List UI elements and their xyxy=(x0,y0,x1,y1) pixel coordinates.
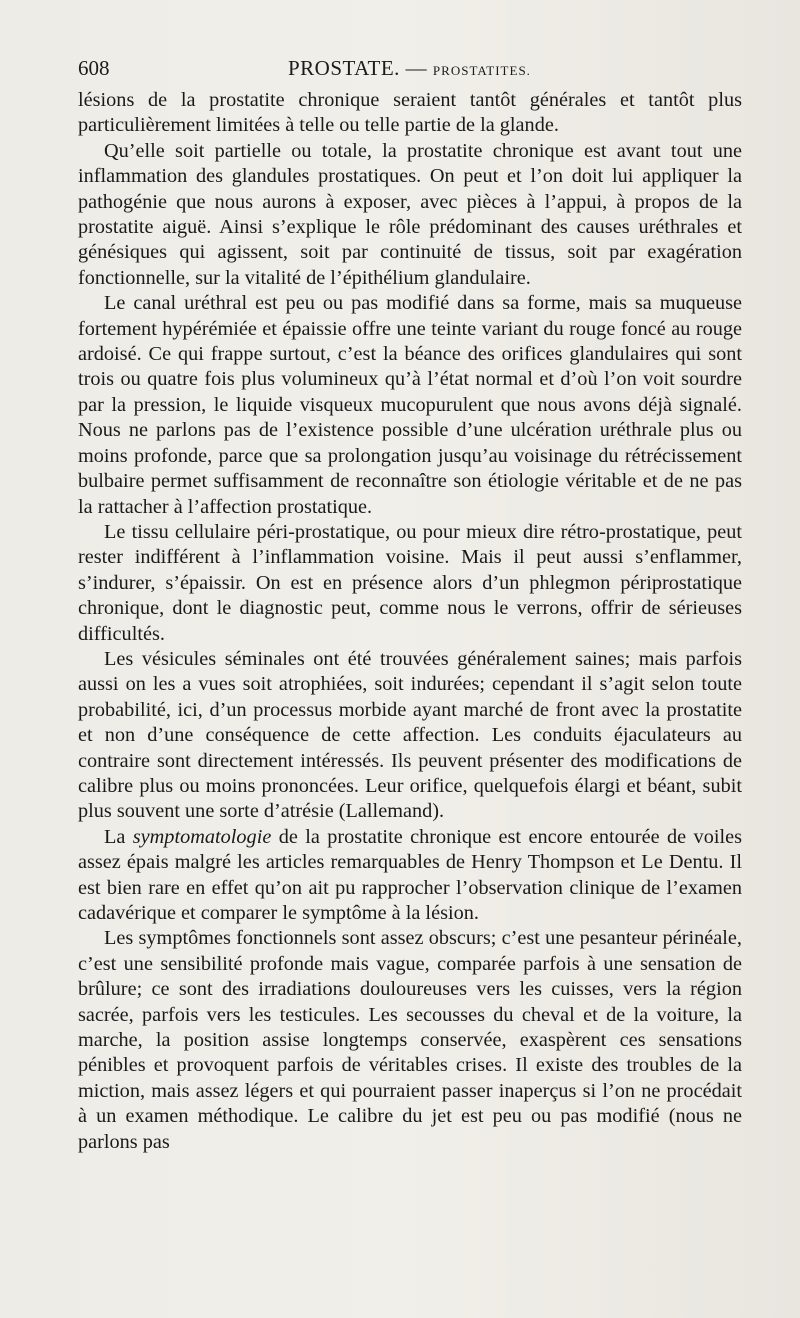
page-number: 608 xyxy=(78,56,110,80)
running-head-title: PROSTATE. xyxy=(288,56,400,80)
paragraph-6-rest: de la prostatite chronique est encore entourée de voiles assez épais malgré les articles remarquables de Henry Thompson et Le Dentu. Il est bien rare en effet qu’on ait pu rapprocher l’observation clinique de l’examen cadavérique et comparer le symptôme à la lésion. xyxy=(78,825,742,924)
paragraph-2: Qu’elle soit partielle ou totale, la prostatite chronique est avant tout une inflammation des glandules prostatiques. On peut et l’on doit lui appliquer la pathogénie que nous aurons à exposer, avec pièces à l’appui, à propos de la prostatite aiguë. Ainsi s’explique le rôle prédominant des causes uréthrales et génésiques qui agissent, soit par continuité de tissus, soit par exagération fonctionnelle, sur la vitalité de l’épithélium glandulaire. xyxy=(78,139,742,289)
running-head-subtitle: PROSTATITES. xyxy=(432,63,531,78)
paragraph-6 xyxy=(78,825,742,927)
paragraph-7: Les symptômes fonctionnels sont assez obscurs; c’est une pesanteur périnéale, c’est une sensibilité profonde mais vague, comparée parfois à une sensation de brûlure; ce sont des irradiations douloureuses vers les cuisses, vers la région sacrée, parfois vers les testicules. Les secousses du cheval et de la voiture, la marche, la position assise longtemps conservée, exaspèrent ces sensations pénibles et provoquent parfois de véritables crises. Il existe des troubles de la miction, mais assez légers et qui pourraient passer inaperçus si l’on ne procédait à un examen méthodique. Le calibre du jet est peu ou pas modifié (nous ne parlons pas xyxy=(78,927,742,1153)
paragraph-5: Les vésicules séminales ont été trouvées généralement saines; mais parfois aussi on les a vues soit atrophiées, soit indurées; cependant il s’agit selon toute probabilité, ici, d’un processus morbide ayant marché de front avec la prostatite et non d’une conséquence de cette affection. Les conduits éjaculateurs au contraire sont directement intéressés. Ils peuvent présenter des modifications de calibre plus ou moins prononcées. Leur orifice, quelquefois élargi et béant, subit plus souvent une sorte d’atrésie (Lallemand). xyxy=(78,647,742,823)
paragraph-3: Le canal uréthral est peu ou pas modifié dans sa forme, mais sa muqueuse fortement hypérémiée et épaissie offre une teinte variant du rouge foncé au rouge ardoisé. Ce qui frappe surtout, c’est la béance des orifices glandulaires qui sont trois ou quatre fois plus volumineux qu’à l’état normal et d’où l’on voit sourdre par la pression, le liquide visqueux mucopurulent que nous avons déjà signalé. Nous ne parlons pas de l’existence possible d’une ulcération uréthrale plus ou moins profonde, parce que sa prolongation jusqu’au voisinage du rétrécissement bulbaire permet suffisamment de reconnaître son étiologie véritable et de ne pas la rattacher à l’affection prostatique. xyxy=(78,292,742,518)
running-head-separator: — xyxy=(405,56,428,80)
paragraph-4: Le tissu cellulaire péri-prostatique, ou pour mieux dire rétro-prostatique, peut rester indifférent à l’inflammation voisine. Mais il peut aussi s’enflammer, s’indurer, s’épaissir. On est en présence alors d’un phlegmon périprostatique chronique, dont le diagnostic peut, comme nous le verrons, offrir de sérieuses difficultés. xyxy=(78,520,742,645)
running-head xyxy=(288,56,531,81)
paragraph-6-start: La xyxy=(104,825,133,848)
paragraph-1: lésions de la prostatite chronique seraient tantôt générales et tantôt plus particulièrement limitées à telle ou telle partie de la glande. xyxy=(78,89,742,137)
body-text xyxy=(78,88,742,1155)
page-header xyxy=(78,56,742,86)
italic-term: symptomatologie xyxy=(132,825,272,848)
